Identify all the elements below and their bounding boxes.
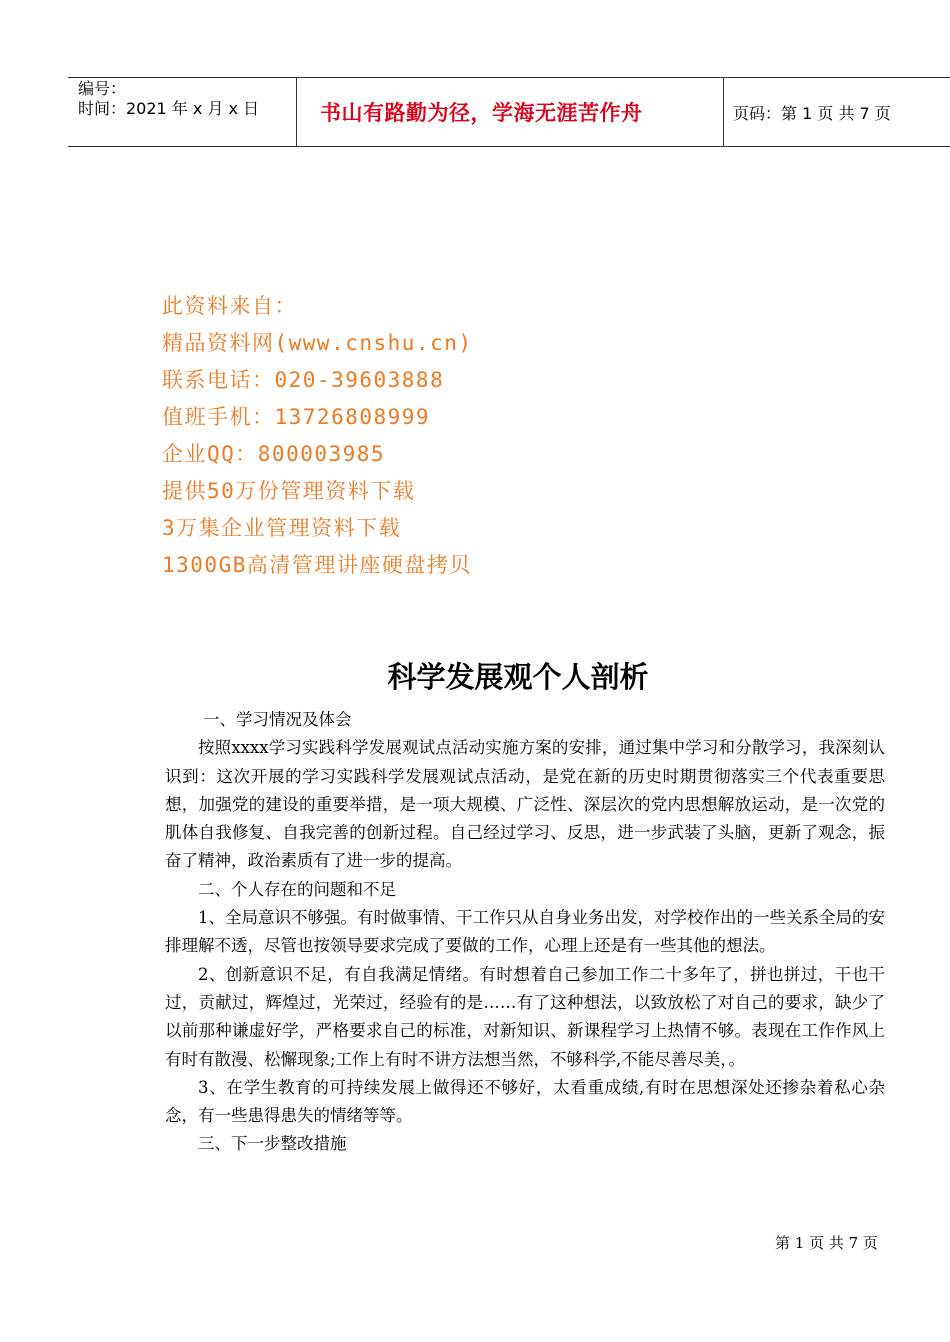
promo-line: 精品资料网(www.cnshu.cn) xyxy=(162,331,473,355)
header-divider-left xyxy=(296,77,297,147)
section-heading: 一、学习情况及体会 xyxy=(202,710,352,729)
body-paragraph: 1、全局意识不够强。有时做事情、干工作只从自身业务出发，对学校作出的一些关系全局的安排理解不透，尽管也按领导要求完成了要做的工作，心理上还是有一些其他的想法。 xyxy=(165,908,885,956)
document-number-label: 编号： xyxy=(78,79,127,98)
header-top-rule xyxy=(68,77,950,78)
header-motto: 书山有路勤为径，学海无涯苦作舟 xyxy=(320,101,643,125)
header-meta xyxy=(78,79,259,119)
promo-line: 提供50万份管理资料下载 xyxy=(162,479,416,503)
header-bottom-rule xyxy=(68,146,950,147)
header-divider-right xyxy=(723,77,724,147)
promo-line: 联系电话：020-39603888 xyxy=(162,368,445,392)
section-heading: 二、个人存在的问题和不足 xyxy=(198,879,396,899)
promo-block xyxy=(162,288,473,584)
body-paragraph: 3、在学生教育的可持续发展上做得还不够好，太看重成绩,有时在思想深处还掺杂着私心杂念，有一些患得患失的情绪等等。 xyxy=(165,1077,885,1126)
section-heading: 三、下一步整改措施 xyxy=(198,1134,347,1154)
body-paragraph: 2、创新意识不足，有自我满足情绪。有时想着自己参加工作二十多年了，拼也拼过，干也干过，贡献过，辉煌过，光荣过，经验有的是……有了这种想法，以致放松了对自己的要求，缺少了以前那种谦虚好学，严格要求自己的标准，对新知识、新课程学习上热情不够。表现在工作作风上有时有散漫、松懈现象;工作上有时不讲方法想当然，不够科学,不能尽善尽美，。 xyxy=(165,964,885,1069)
page-footer: 第 1 页 共 7 页 xyxy=(775,1234,878,1252)
promo-line: 3万集企业管理资料下载 xyxy=(162,516,402,540)
header-page-code: 页码：第 1 页 共 7 页 xyxy=(733,104,891,123)
promo-line: 1300GB高清管理讲座硬盘拷贝 xyxy=(162,553,472,577)
document-time: 时间：2021 年 x 月 x 日 xyxy=(78,99,260,118)
promo-line: 此资料来自： xyxy=(162,294,297,318)
promo-line: 值班手机：13726808999 xyxy=(162,405,431,429)
body-paragraph: 按照xxxx学习实践科学发展观试点活动实施方案的安排，通过集中学习和分散学习，我深刻认识到：这次开展的学习实践科学发展观试点活动，是党在新的历史时期贯彻落实三个代表重要思想，加强党的建设的重要举措，是一项大规模、广泛性、深层次的党内思想解放运动，是一次党的肌体自我修复、自我完善的创新过程。自己经过学习、反思，进一步武装了头脑，更新了观念，振奋了精神，政治素质有了进一步的提高。 xyxy=(165,738,885,871)
document-title: 科学发展观个人剖析 xyxy=(387,660,649,694)
page-header xyxy=(68,77,950,147)
document-body xyxy=(165,706,885,1159)
promo-line: 企业QQ：800003985 xyxy=(162,442,386,466)
